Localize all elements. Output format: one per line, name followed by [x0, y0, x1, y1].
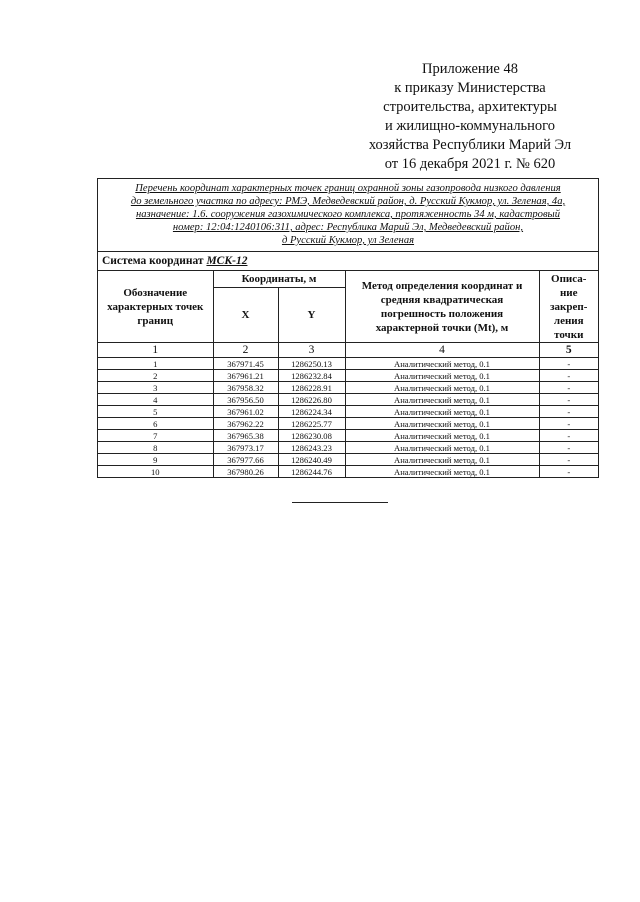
method-cell: Аналитический метод, 0.1 — [345, 430, 539, 442]
x-coordinate: 367961.02 — [213, 406, 278, 418]
point-number: 1 — [98, 358, 213, 370]
y-coordinate: 1286224.34 — [278, 406, 345, 418]
point-number: 5 — [98, 406, 213, 418]
x-coordinate: 367971.45 — [213, 358, 278, 370]
description-cell: - — [539, 406, 598, 418]
description-cell: - — [539, 454, 598, 466]
document-caption — [98, 179, 598, 252]
method-cell: Аналитический метод, 0.1 — [345, 442, 539, 454]
y-coordinate: 1286230.08 — [278, 430, 345, 442]
x-coordinate: 367962.22 — [213, 418, 278, 430]
coordinate-system-value: МСК-12 — [206, 255, 248, 267]
point-number: 10 — [98, 466, 213, 478]
table-row — [98, 370, 598, 382]
y-coordinate: 1286250.13 — [278, 358, 345, 370]
table-row — [98, 466, 598, 478]
x-coordinate: 367973.17 — [213, 442, 278, 454]
coordinate-system — [98, 252, 598, 271]
caption-line: до земельного участка по адресу: РМЭ, Медведевский район, д. Русский Кукмор, ул. Зеленая, 4а, — [130, 196, 566, 207]
caption-line: назначение: 1.6. сооружения газохимического комплекса, протяженность 34 м, кадастровый — [135, 209, 561, 220]
column-number: 3 — [278, 343, 345, 358]
column-number-row — [98, 343, 598, 358]
method-cell: Аналитический метод, 0.1 — [345, 454, 539, 466]
header-line: к приказу Министерства — [394, 80, 546, 96]
y-coordinate: 1286225.77 — [278, 418, 345, 430]
caption-line: номер: 12:04:1240106:311, адрес: Республика Марий Эл, Медведевский район, — [172, 222, 524, 233]
description-cell: - — [539, 382, 598, 394]
point-number: 8 — [98, 442, 213, 454]
column-number: 1 — [98, 343, 213, 358]
coords-header: Координаты, м — [213, 271, 345, 288]
table-row — [98, 454, 598, 466]
header-line: Приложение 48 — [422, 61, 518, 77]
description-cell: - — [539, 418, 598, 430]
table-row — [98, 394, 598, 406]
closing-line — [292, 502, 388, 503]
table-row — [98, 358, 598, 370]
table-row — [98, 406, 598, 418]
y-coordinate: 1286226.80 — [278, 394, 345, 406]
column-number: 5 — [539, 343, 598, 358]
x-header: X — [213, 288, 278, 343]
point-number: 2 — [98, 370, 213, 382]
caption-line: Перечень координат характерных точек границ охранной зоны газопровода низкого давления — [135, 183, 561, 194]
designation-header: Обозначение характерных точек границ — [98, 271, 213, 343]
header-line: и жилищно-коммунального — [384, 118, 556, 134]
x-coordinate: 367958.32 — [213, 382, 278, 394]
caption-line: д Русский Кукмор, ул Зеленая — [281, 235, 415, 246]
method-cell: Аналитический метод, 0.1 — [345, 418, 539, 430]
point-number: 7 — [98, 430, 213, 442]
header-line: от 16 декабря 2021 г. № 620 — [384, 156, 556, 172]
y-coordinate: 1286243.23 — [278, 442, 345, 454]
point-number: 9 — [98, 454, 213, 466]
table-row — [98, 442, 598, 454]
description-cell: - — [539, 466, 598, 478]
description-cell: - — [539, 370, 598, 382]
method-cell: Аналитический метод, 0.1 — [345, 370, 539, 382]
header-line: хозяйства Республики Марий Эл — [368, 137, 572, 153]
x-coordinate: 367977.66 — [213, 454, 278, 466]
x-coordinate: 367965.38 — [213, 430, 278, 442]
table-row — [98, 430, 598, 442]
point-number: 3 — [98, 382, 213, 394]
description-cell: - — [539, 394, 598, 406]
method-cell: Аналитический метод, 0.1 — [345, 406, 539, 418]
coordinate-system-label: Система координат — [102, 255, 204, 267]
point-number: 6 — [98, 418, 213, 430]
description-cell: - — [539, 430, 598, 442]
appendix-header — [344, 60, 596, 174]
method-cell: Аналитический метод, 0.1 — [345, 382, 539, 394]
description-cell: - — [539, 358, 598, 370]
column-number: 4 — [345, 343, 539, 358]
x-coordinate: 367956.50 — [213, 394, 278, 406]
x-coordinate: 367961.21 — [213, 370, 278, 382]
y-coordinate: 1286232.84 — [278, 370, 345, 382]
header-line: строительства, архитектуры — [383, 99, 557, 115]
y-coordinate: 1286244.76 — [278, 466, 345, 478]
method-cell: Аналитический метод, 0.1 — [345, 358, 539, 370]
method-cell: Аналитический метод, 0.1 — [345, 466, 539, 478]
description-header: Описа-ние закреп-ления точки — [539, 271, 598, 343]
description-cell: - — [539, 442, 598, 454]
method-cell: Аналитический метод, 0.1 — [345, 394, 539, 406]
column-number: 2 — [213, 343, 278, 358]
y-coordinate: 1286240.49 — [278, 454, 345, 466]
table-row — [98, 418, 598, 430]
coordinates-table — [98, 271, 598, 477]
point-number: 4 — [98, 394, 213, 406]
y-coordinate: 1286228.91 — [278, 382, 345, 394]
method-header: Метод определения координат и средняя квадратическая погрешность положения характерной точки (Mt), м — [345, 271, 539, 343]
y-header: Y — [278, 288, 345, 343]
table-row — [98, 382, 598, 394]
x-coordinate: 367980.26 — [213, 466, 278, 478]
coordinates-document — [97, 178, 599, 478]
